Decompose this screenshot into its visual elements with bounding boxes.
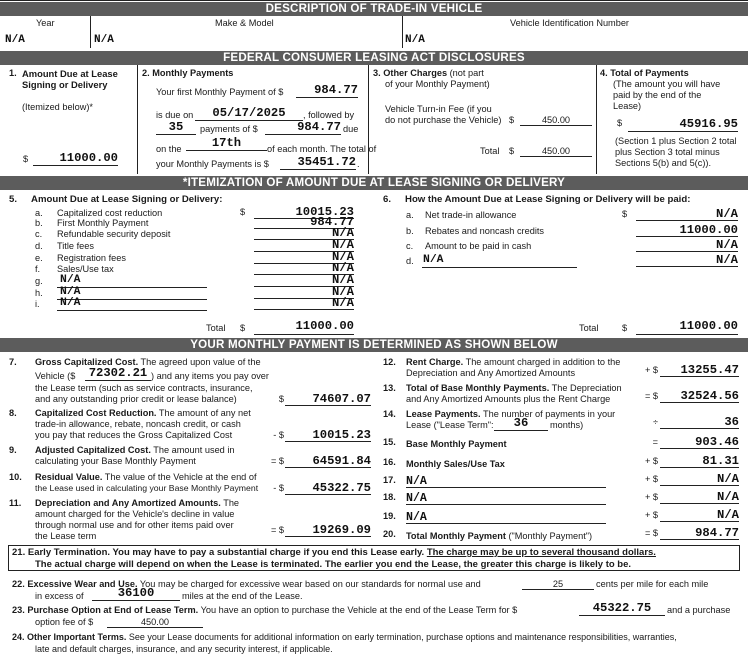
item19-value[interactable]: N/A [717,508,739,522]
box3-sub: of your Monthly Payment) [385,79,490,89]
s6-item-value[interactable]: N/A [716,207,738,221]
item10-value[interactable]: 45322.75 [312,481,371,495]
make-header: Make & Model [215,18,274,28]
s5-item-label: Capitalized cost reduction [57,208,163,218]
other-charges-total[interactable]: 450.00 [541,146,571,156]
term21: 21. Early Termination. You may have to pay a substantial charge if you end this Lease early. The charge may be up to several thousand dollars. [12,547,656,558]
item8-value[interactable]: 10015.23 [312,428,371,442]
total-of-payments[interactable]: 45916.95 [679,117,738,131]
itemization-banner: *ITEMIZATION OF AMOUNT DUE AT LEASE SIGNING OR DELIVERY [0,176,748,190]
item14: 14. [383,409,396,419]
s5-item-value[interactable]: N/A [332,273,354,287]
item18: 18. [383,492,396,502]
monthly-operator: ÷ [652,417,658,427]
item19-label[interactable]: N/A [406,511,427,524]
s5-item-letter: e. [35,253,43,263]
item17-value[interactable]: N/A [717,472,739,486]
s5-item-label[interactable]: N/A [60,297,81,309]
box1-amount[interactable]: 11000.00 [59,151,118,165]
federal-banner: FEDERAL CONSUMER LEASING ACT DISCLOSURES [0,51,748,65]
s5-item-letter: f. [35,264,41,274]
s5-item-value[interactable]: N/A [332,238,354,252]
s5-item-value[interactable]: 984.77 [310,215,354,229]
item12: 12. [383,357,396,367]
s5-item-letter: b. [35,218,43,228]
box2-line3b: due [343,124,359,134]
trade-in-year[interactable]: N/A [5,34,25,46]
monthly-operator: = $ [270,525,284,535]
payment-day[interactable]: 17th [211,136,242,150]
turn-in-fee-label2: do not purchase the Vehicle) [385,115,502,125]
vin-header: Vehicle Identification Number [510,18,629,28]
item15-value[interactable]: 903.46 [695,435,739,449]
box1-dollar: $ [23,154,29,164]
item9: 9. [9,445,17,455]
monthly-operator: = $ [270,456,284,466]
trade-in-make[interactable]: N/A [94,34,114,46]
first-payment-amount[interactable]: 984.77 [314,83,358,97]
s6-item-label: Net trade-in allowance [425,210,517,220]
item16: 16. [383,457,396,467]
box2-line4a: on the [156,144,182,154]
item15: 15. [383,437,396,447]
s5-item-label[interactable]: N/A [60,274,81,286]
item19: 19. [383,511,396,521]
excess-wear-cents[interactable]: 25 [552,579,564,589]
monthly-operator: + $ [644,510,658,520]
s5-item-label[interactable]: N/A [60,286,81,298]
first-payment-date[interactable]: 05/17/2025 [212,106,286,120]
s5-item-value[interactable]: N/A [332,285,354,299]
item16-value[interactable]: 81.31 [702,454,739,468]
s6-item-value[interactable]: N/A [716,238,738,252]
item7-value[interactable]: 74607.07 [312,392,371,406]
s5-item-letter: a. [35,208,43,218]
s5-item-value[interactable]: N/A [332,261,354,275]
box2-line2b: , followed by [303,110,355,120]
monthly-operator: + $ [644,365,658,375]
monthly-operator: = $ [644,391,658,401]
term23: 23. Purchase Option at End of Lease Term. You have an option to purchase the Vehicle at the end of the Lease Term for $ [12,605,518,615]
box2-line2a: is due on [156,110,194,120]
item11-value[interactable]: 19269.09 [312,523,371,537]
s5-item-label: Sales/Use tax [57,264,114,274]
box2-line3a: payments of $ [200,124,258,134]
excess-miles[interactable]: 36100 [117,586,155,600]
purchase-option-price[interactable]: 45322.75 [592,601,652,615]
item18-label[interactable]: N/A [406,492,427,505]
s6-item-label: Amount to be paid in cash [425,241,532,251]
item10: 10. [9,472,22,482]
s5-item-label: Title fees [57,241,94,251]
item17: 17. [383,475,396,485]
monthly-operator: + $ [644,474,658,484]
monthly-operator: + $ [644,492,658,502]
s5-title: 5. Amount Due at Lease Signing or Delivery: [9,194,223,205]
vehicle-value[interactable]: 72302.21 [88,366,148,380]
s5-item-label: Registration fees [57,253,126,263]
item7: 7. [9,357,17,367]
total-monthly-payments[interactable]: 35451.72 [297,155,356,169]
item20: 20. [383,529,396,539]
s6-total[interactable]: 11000.00 [679,319,738,333]
s6-item-line [422,267,577,268]
box1-title: Amount Due at Lease Signing or Delivery [22,68,118,91]
s6-item-letter: a. [406,210,414,220]
box2-line1: Your first Monthly Payment of $ [156,87,284,97]
monthly-operator: $ [278,394,284,404]
s6-item-letter: c. [406,241,414,251]
s5-item-letter: c. [35,229,43,239]
s6-item-label[interactable]: N/A [423,254,444,266]
box3-total-label: Total [480,146,500,156]
box3-title: 3. Other Charges (not part [373,68,484,78]
s6-total-label: Total [579,323,599,333]
s5-item-value[interactable]: N/A [332,250,354,264]
monthly-banner: YOUR MONTHLY PAYMENT IS DETERMINED AS SHOWN BELOW [0,338,748,352]
trade-in-vin[interactable]: N/A [405,34,425,46]
box1-sub: (Itemized below)* [22,102,93,112]
s5-total[interactable]: 11000.00 [295,319,354,333]
item20-value[interactable]: 984.77 [695,526,739,540]
payment-amount[interactable]: 984.77 [297,120,341,134]
item12-value[interactable]: 13255.47 [680,363,739,377]
s6-item-label: Rebates and noncash credits [425,226,545,236]
s5-item-letter: g. [35,276,43,286]
item18-value[interactable]: N/A [717,490,739,504]
s5-item-letter: h. [35,288,43,298]
term24: 24. Other Important Terms. See your Lease documents for additional information on early termination, purchase options and maintenance responsibilities, warranties, [12,632,677,642]
s5-item-letter: d. [35,241,43,251]
box4-title: 4. Total of Payments [600,68,689,78]
box2-title: 2. Monthly Payments [142,68,234,78]
s5-item-value[interactable]: N/A [332,296,354,310]
monthly-operator: + $ [644,456,658,466]
monthly-operator: - $ [273,483,284,493]
item14-value[interactable]: 36 [724,415,739,429]
item13-value[interactable]: 32524.56 [680,389,739,403]
s5-item-label: Refundable security deposit [57,229,171,239]
monthly-operator: - $ [273,430,284,440]
s6-item-value[interactable]: 11000.00 [679,223,738,237]
turn-in-fee-label1: Vehicle Turn-in Fee (if you [385,104,492,114]
term22: 22. Excessive Wear and Use. You may be charged for excessive wear based on our standards for normal use and [12,579,481,589]
item8: 8. [9,408,17,418]
lease-term-months[interactable]: 36 [513,416,529,430]
box2-line5: your Monthly Payments is $ [156,159,269,169]
s6-item-letter: d. [406,256,414,266]
s5-item-value[interactable]: 10015.23 [295,205,354,219]
purchase-option-fee[interactable]: 450.00 [140,617,170,627]
item13: 13. [383,383,396,393]
monthly-operator: = [652,437,658,447]
s6-item-letter: b. [406,226,414,236]
s5-total-label: Total [206,323,226,333]
turn-in-fee-amount[interactable]: 450.00 [541,115,571,125]
s5-item-label: First Monthly Payment [57,218,149,228]
trade-in-banner: DESCRIPTION OF TRADE-IN VEHICLE [0,2,748,16]
s6-title: 6. How the Amount Due at Lease Signing or Delivery will be paid: [383,194,691,205]
item9-value[interactable]: 64591.84 [312,454,371,468]
year-header: Year [36,18,55,28]
monthly-operator: = $ [644,528,658,538]
item17-label[interactable]: N/A [406,475,427,488]
s6-item-value[interactable]: N/A [716,253,738,267]
s5-item-letter: i. [35,299,40,309]
box2-line4b: of each month. The total of [267,144,377,154]
s5-item-value[interactable]: N/A [332,226,354,240]
item11: 11. [9,498,22,508]
number-of-payments[interactable]: 35 [168,120,184,134]
box1-num: 1. [9,68,17,78]
